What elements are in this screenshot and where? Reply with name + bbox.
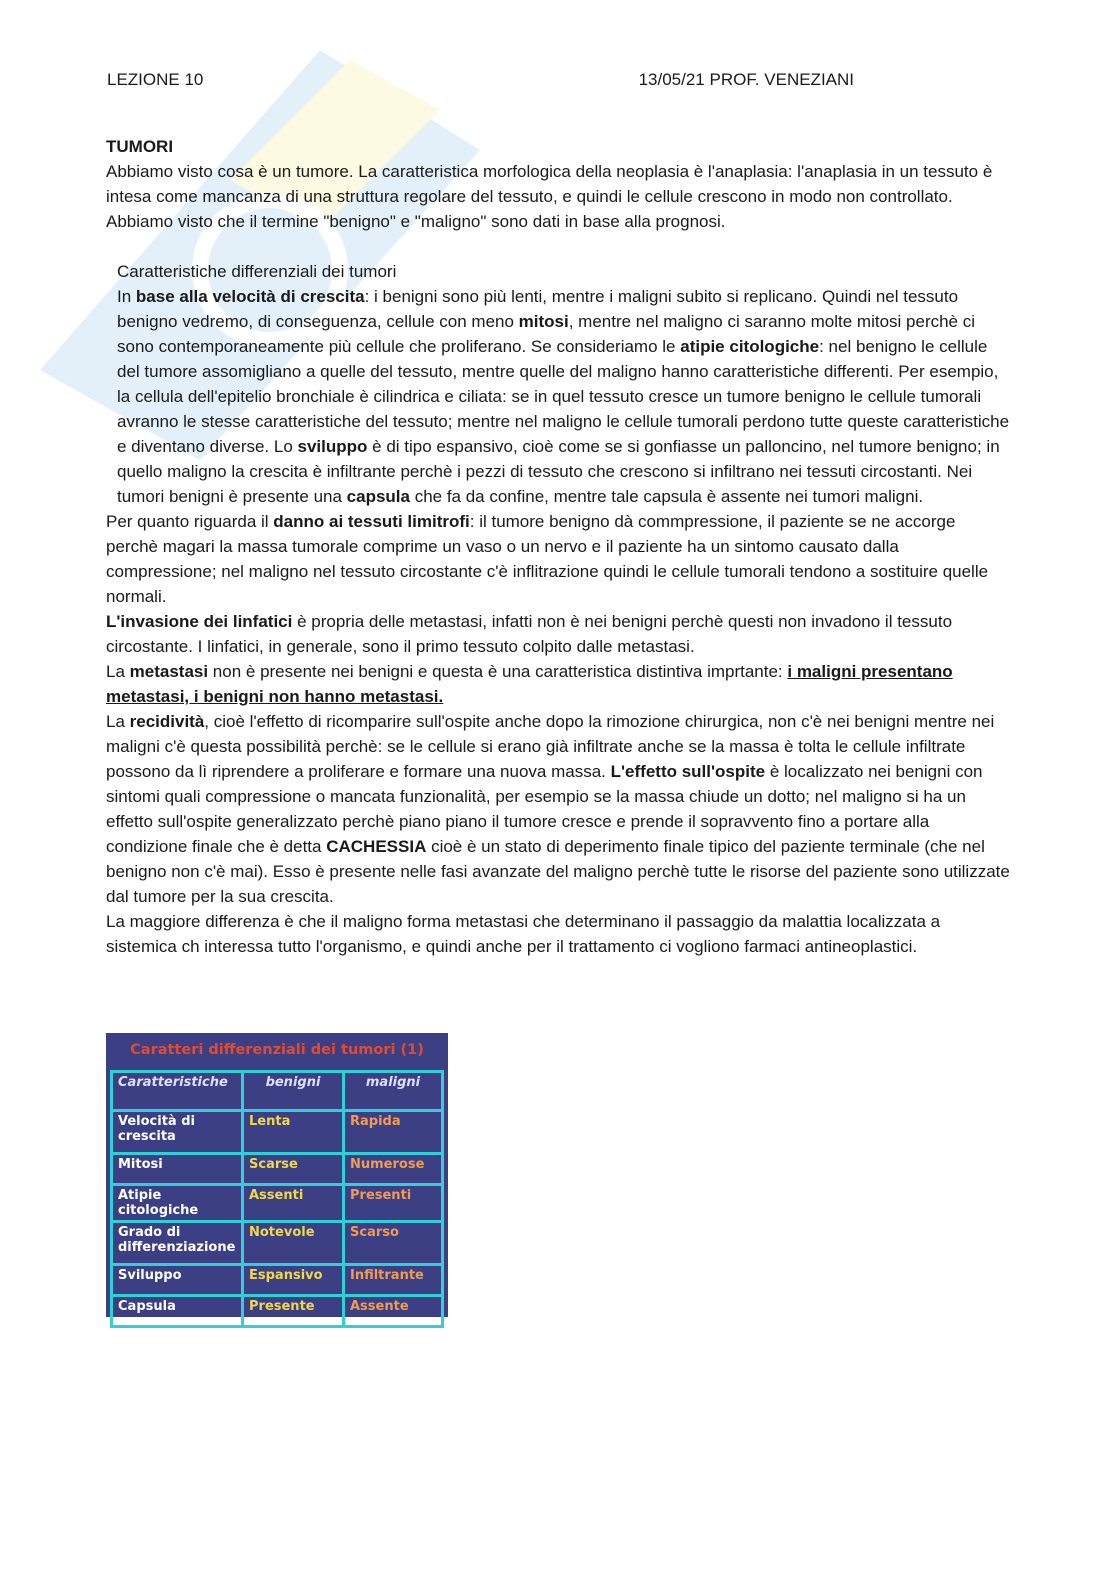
table-header-row <box>112 1072 443 1111</box>
slide-title: Caratteri differenziali dei tumori (1) <box>130 1042 424 1058</box>
table-row <box>112 1154 443 1185</box>
bold-term: L'invasione dei linfatici <box>106 612 293 631</box>
text-run: , mentre nel maligno ci saranno molte mitosi perchè ci sono contemporaneamente più cellule che proliferano. Se consideriamo le <box>117 312 976 356</box>
damage-paragraph <box>106 509 1011 609</box>
text-run: è propria delle metastasi, infatti non è nei benigni perchè questi non invadono il tessuto circostante. I linfatici, in generale, sono il primo tessuto colpito dalle metastasi. <box>106 612 953 656</box>
cell-benign: Espansivo <box>243 1265 344 1296</box>
subsection-heading: Caratteristiche differenziali dei tumori <box>117 262 397 281</box>
date-professor: 13/05/21 PROF. VENEZIANI <box>638 70 854 89</box>
cell-characteristic: Capsula <box>112 1296 243 1327</box>
cell-characteristic: Mitosi <box>112 1154 243 1185</box>
lesson-label: LEZIONE 10 <box>107 70 204 89</box>
text-run: è di tipo espansivo, cioè come se si gonfiasse un palloncino, nel tumore benigno; in quello maligno la crescita è infiltrante perchè i pezzi di tessuto che crescono si infiltrano nei tessuti circostanti. Nei tumori benigni è presente una <box>117 437 1000 506</box>
text-run: Per quanto riguarda il <box>106 512 274 531</box>
intro-paragraph-1: Abbiamo visto cosa è un tumore. La caratteristica morfologica della neoplasia è l'anaplasia: l'anaplasia in un tessuto è intesa come mancanza di una struttura regolare del tessuto, e quindi le cellule crescono in modo non controllato. <box>106 162 993 206</box>
underlined-statement: i maligni presentano metastasi, i benigni non hanno metastasi. <box>106 662 953 706</box>
characteristics-paragraph <box>106 284 1011 509</box>
cell-malignant: Infiltrante <box>344 1265 443 1296</box>
cell-benign: Notevole <box>243 1222 344 1265</box>
text-run: : nel benigno le cellule del tumore assomigliano a quelle del tessuto, mentre quelle del maligno hanno caratteristiche differenti. Per esempio, la cellula dell'epitelio bronchiale è cilindrica e ciliata: se in quel tessuto cresce un tumore benigno le cellule tumorali avranno le stesse caratteristiche del tessuto; mentre nel maligno le cellule tumorali perdono tutte queste caratteristiche e diventano diverse. Lo <box>117 337 1010 456</box>
cell-malignant: Scarso <box>344 1222 443 1265</box>
text-run: non è presente nei benigni e questa è una caratteristica distintiva imprtante: <box>208 662 788 681</box>
header-benign: benigni <box>243 1072 344 1111</box>
page-header <box>107 70 854 90</box>
header-characteristics: Caratteristiche <box>112 1072 243 1111</box>
bold-term: danno ai tessuti limitrofi <box>273 512 470 531</box>
bold-term: atipie citologiche <box>680 337 820 356</box>
lymphatics-paragraph <box>106 609 1011 659</box>
bold-term: capsula <box>346 487 410 506</box>
cell-malignant: Assente <box>344 1296 443 1327</box>
cell-characteristic: Grado di differenziazione <box>112 1222 243 1265</box>
bold-term: L'effetto sull'ospite <box>610 762 766 781</box>
cell-benign: Assenti <box>243 1185 344 1222</box>
section-title: TUMORI <box>106 137 174 156</box>
table-row <box>112 1265 443 1296</box>
text-run: La <box>106 662 130 681</box>
cell-characteristic: Atipie citologiche <box>112 1185 243 1222</box>
text-run: , cioè l'effetto di ricomparire sull'ospite anche dopo la rimozione chirurgica, non c'è nei benigni mentre nei maligni c'è questa possibilità perchè: se le cellule si erano già infiltrate anche se la massa è tolta le cellule infiltrate possono da lì riprendere a proliferare e formare una nuova massa. <box>106 712 995 781</box>
bold-term: mitosi <box>518 312 569 331</box>
bold-term: metastasi <box>129 662 209 681</box>
text-run: cioè è un stato di deperimento finale tipico del paziente terminale (che nel benigno non c'è mai). Esso è presente nelle fasi avanzate del maligno perchè tutte le risorse del paziente sono utilizzate dal tumore per la sua crescita. <box>106 837 1010 906</box>
table-row <box>112 1296 443 1327</box>
metastasis-paragraph <box>106 659 1011 709</box>
text-run: che fa da confine, mentre tale capsula è assente nei tumori maligni. <box>409 487 924 506</box>
table-row <box>112 1185 443 1222</box>
table-row <box>112 1222 443 1265</box>
bold-term: base alla velocità di crescita <box>135 287 365 306</box>
text-run: è localizzato nei benigni con sintomi quali compressione o mancata funzionalità, per esempio se la massa chiude un dotto; nel maligno si ha un effetto sull'ospite generalizzato perchè piano piano il tumore cresce e prende il sopravvento fino a portare alla condizione finale che è detta <box>106 762 983 856</box>
text-run: : il tumore benigno dà commpressione, il paziente se ne accorge perchè magari la massa tumorale comprime un vaso o un nervo e il paziente ha un sintomo causato dalla compressione; nel maligno nel tessuto circostante c'è inflitrazione quindi le cellule tumorali tendono a sostituire quelle normali. <box>106 512 989 606</box>
cell-malignant: Rapida <box>344 1111 443 1154</box>
text-run: In <box>117 287 136 306</box>
text-run: La <box>106 712 130 731</box>
header-malignant: maligni <box>344 1072 443 1111</box>
cell-malignant: Presenti <box>344 1185 443 1222</box>
cell-benign: Lenta <box>243 1111 344 1154</box>
document-body <box>106 134 1011 959</box>
cell-characteristic: Velocità di crescita <box>112 1111 243 1154</box>
slide-image-table <box>106 1033 448 1317</box>
bold-term: sviluppo <box>297 437 368 456</box>
comparison-table <box>110 1070 444 1328</box>
intro-paragraph-2: Abbiamo visto che il termine "benigno" e "maligno" sono dati in base alla prognosi. <box>106 212 726 231</box>
table-row <box>112 1111 443 1154</box>
cell-characteristic: Sviluppo <box>112 1265 243 1296</box>
bold-term: recidività <box>129 712 205 731</box>
cell-benign: Scarse <box>243 1154 344 1185</box>
bold-term: CACHESSIA <box>326 837 427 856</box>
conclusion-paragraph: La maggiore differenza è che il maligno forma metastasi che determinano il passaggio da malattia localizzata a sistemica ch interessa tutto l'organismo, e quindi anche per il trattamento ci vogliono farmaci antineoplastici. <box>106 912 941 956</box>
recurrence-paragraph <box>106 709 1011 909</box>
cell-malignant: Numerose <box>344 1154 443 1185</box>
spacer <box>106 234 1011 259</box>
cell-benign: Presente <box>243 1296 344 1327</box>
text-run: : i benigni sono più lenti, mentre i maligni subito si replicano. Quindi nel tessuto benigno vedremo, di conseguenza, cellule con meno <box>117 287 959 331</box>
